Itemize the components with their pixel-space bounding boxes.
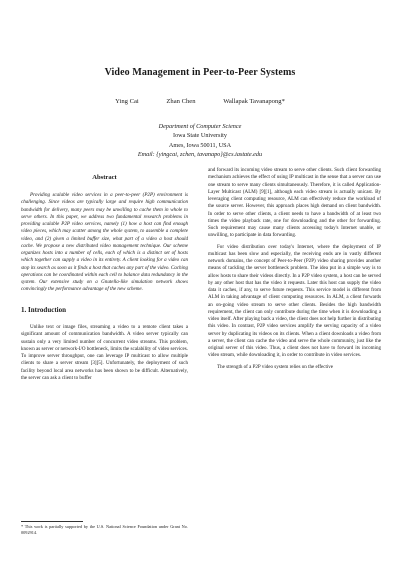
affiliation-university: Iowa State University: [173, 132, 227, 140]
abstract-heading: Abstract: [92, 174, 117, 181]
footnote: * This work is partially supported by the U.S. National Science Foundation under Grant No. 0092914.: [21, 524, 188, 535]
intro-paragraph: Unlike text or image files, streaming a video to a remote client takes a significant amount of communication bandwidth. A video server typically can sustain only a very limited number of concurrent video streams. This problem, known as server or network-I/O bottleneck, limits the scalability of video services. To improve server throughput, one can leverage IP multicast to allow multiple clients to share a server stream [3][5]. Unfortunately, the deployment of such facility beyond local area networks has been shown to be difficult. Alternatively, the server can ask a client to buffer: [21, 324, 188, 381]
section-heading: 1. Introduction: [21, 306, 66, 314]
body-paragraph: For video distribution over today's Internet, where the deployment of IP multicast has been slow and especially, the receiving ends are in vastly different network domains, the concept of Peer-to-Peer (P2P) video sharing provides another means of tackling the server bottleneck problem. The idea put in a simple way is to allow hosts to share their videos directly. In a P2P video system, a host can be served by any other host that has the video it requests. Later this host can supply the video data it caches, if any, to serve future requests. This service model is different from ALM in taking advantage of client computing resources. In ALM, a client forwards an on-going video stream to serve other clients. Besides the high bandwidth requirement, the client can only contribute during the time when it is downloading a video itself. After playing back a video, the client does not help further in distributing this video. In contrast, P2P video services amplify the serving capacity of a video server by duplicating its videos on its clients. When a client downloads a video from a server, the client can cache the video and serve the whole community, just like the original server of this video. Thus, a client does not have to forward its incoming video stream, while downloading it, in order to contribute in video services.: [208, 243, 381, 359]
footnote-divider: [21, 521, 83, 522]
body-paragraph: and forward its incoming video stream to serve other clients. Such client forwarding mechanism achieves the effect of using IP multicast in the sense that a server can use one stream to serve many clients simultaneously. Therefore, it is called Application-Layer Multicast (ALM) [9][1], although each video stream is actually unicast. By leveraging client computing resource, ALM can effectively reduce the workload of the source server. However, this approach places high demand on client bandwidth. In order to serve other clients, a client needs to have a bandwidth of at least two times the video playback rate, one for downloading and the other for forwarding. Such requirement may cause many clients accessing today's Internet unable, or unwilling, to participate in data forwarding.: [208, 167, 381, 239]
abstract-paragraph: Providing scalable video services in a peer-to-peer (P2P) environment is challenging. Since videos are typically large and require high communication bandwidth for delivery, many peers may be unwilling to cache them in whole to serve others. In this paper, we address two fundamental research problems in providing scalable P2P video services, namely (1) how a host can find enough video pieces, which may scatter among the whole system, to assemble a complete video, and (2) given a limited buffer size, what part of a video a host should cache. We propose a new distributed video management technique. Our scheme organizes hosts into a number of cells, each of which is a distinct set of hosts which together can supply a video in its entirety. A client looking for a video can stop its search as soon as it finds a host that caches any part of the video. Caching operations can be coordinated within each cell to balance data redundancy in the system. Our extensive study on a Gnutella-like simulation network shows convincingly the performance advantage of the new scheme.: [21, 192, 188, 293]
affiliation-dept: Department of Computer Science: [158, 123, 242, 130]
author-name: Ying Cai: [115, 98, 139, 105]
affiliation-city: Ames, Iowa 50011, USA: [168, 141, 232, 149]
right-column: [208, 167, 381, 371]
author-name: Wallapak Tavanapong*: [223, 98, 285, 105]
abstract-text: [21, 192, 188, 294]
author-name: Zhan Chen: [166, 98, 196, 105]
affiliation: [0, 122, 400, 160]
body-paragraph: The strength of a P2P video system relies on the effective: [217, 363, 334, 370]
author-list: [0, 98, 400, 105]
paper-title: Video Management in Peer-to-Peer Systems: [104, 67, 296, 78]
intro-left-column: [21, 324, 188, 382]
affiliation-email: Email: {yingcai, zchen, tavanapo}@cs.iastate.edu: [137, 151, 263, 159]
